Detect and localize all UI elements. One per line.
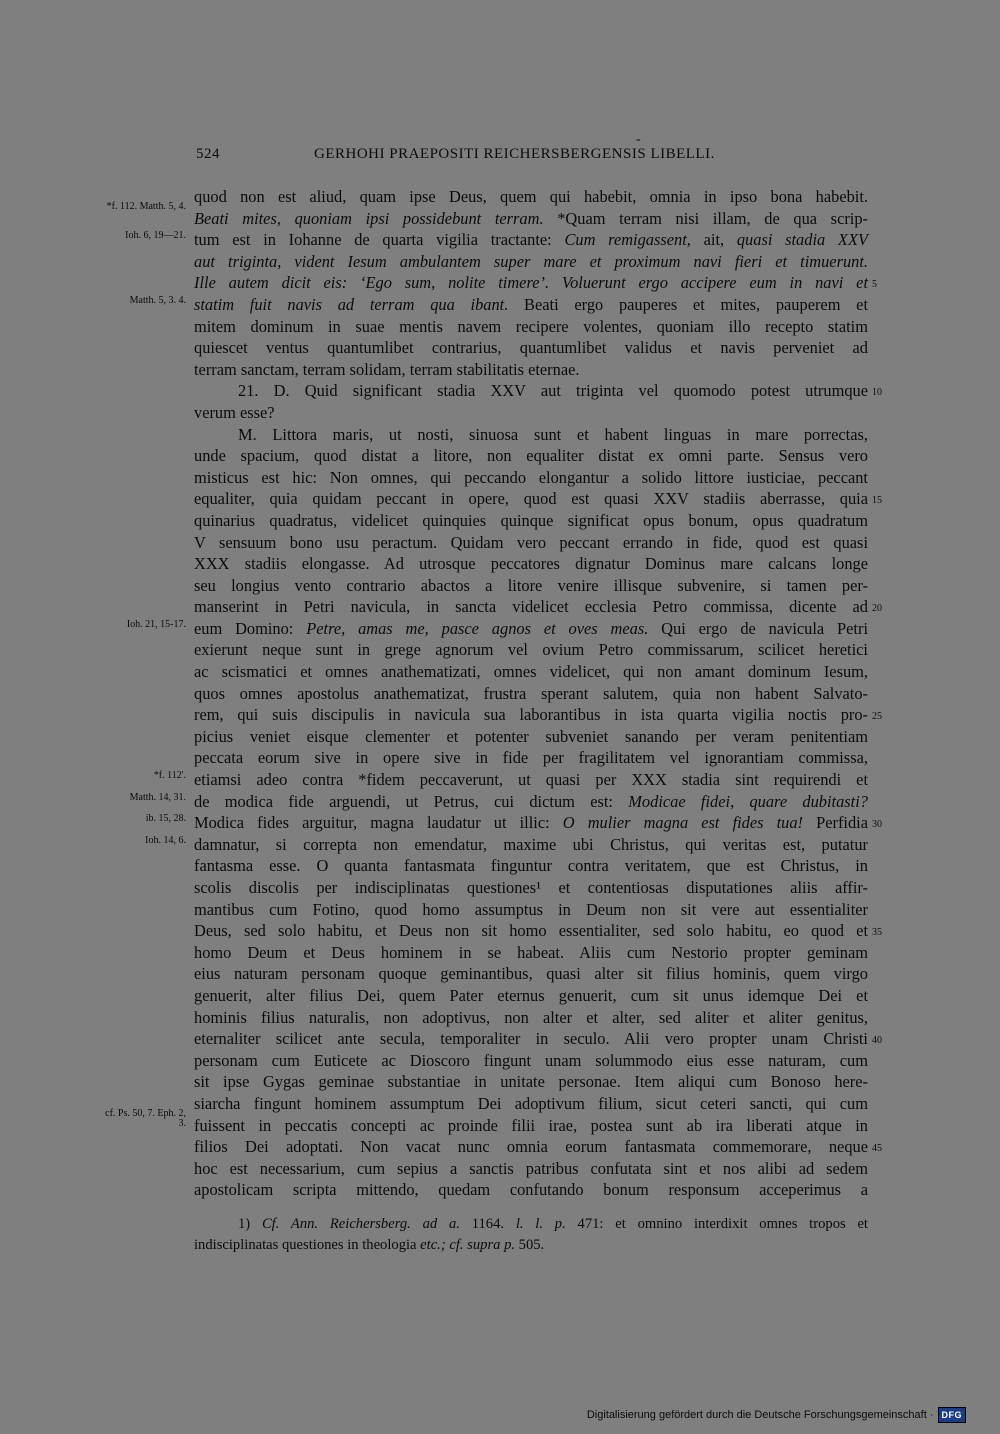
text-line xyxy=(194,963,868,985)
text-span: 21. D. Quid significant stadia XXV aut triginta vel quomodo potest utrumque xyxy=(238,381,868,401)
text-content xyxy=(194,467,868,489)
text-span: peccata eorum sive in opere sive in fide per fragilitatem vel ignorantiam commissa, xyxy=(194,748,868,768)
text-span: Beati ergo pauperes et mites, pauperem et xyxy=(508,294,869,314)
text-span: equaliter, quia quidam peccant in opere, quod est quasi XXV stadiis aberrasse, quia xyxy=(194,489,868,509)
text-content xyxy=(194,445,868,467)
text-content xyxy=(194,877,868,899)
italic-quote: Ille autem dicit eis: ‘Ego sum, nolite timere’. Voluerunt ergo accipere eum in navi et xyxy=(194,273,868,293)
italic-quote: Cf. Ann. Reichersberg. ad a. xyxy=(261,1216,460,1232)
text-line xyxy=(194,747,868,769)
text-line xyxy=(194,467,868,489)
text-span: quos omnes apostolus anathematizat, frustra sperant salutem, quia non habent Salvato- xyxy=(194,683,868,703)
text-span: Modica fides arguitur, magna laudatur ut illic: xyxy=(194,813,563,833)
italic-quote: Cum remigassent, xyxy=(564,230,691,250)
line-number: 40 xyxy=(872,1035,882,1047)
text-line xyxy=(194,532,868,554)
text-span: quod non est aliud, quam ipse Deus, quem qui habebit, omnia in ipso bona habebit. xyxy=(194,187,868,206)
text-span: quinarius quadratus, videlicet quinquies quinque significat opus bonum, opus quadratum xyxy=(194,510,868,530)
text-span: homo Deum et Deus hominem in se habeat. Aliis cum Nestorio propter geminam xyxy=(194,942,868,962)
text-line xyxy=(194,251,868,273)
text-line xyxy=(194,1179,868,1201)
text-content xyxy=(194,294,868,316)
italic-quote: Beati mites, quoniam ipsi possidebunt terram. xyxy=(194,208,544,228)
text-line xyxy=(105,1107,868,1137)
text-span: eius naturam personam quoque geminantibus, quasi alter sit filius hominis, quem virgo xyxy=(194,964,868,984)
text-content xyxy=(194,532,868,554)
text-span: Deus, sed solo habitu, et Deus non sit homo essentialiter, sed solo habitu, eo quod et xyxy=(194,921,868,941)
text-content xyxy=(194,661,868,683)
text-content xyxy=(194,639,868,661)
footnote-line xyxy=(194,1235,868,1256)
line-number: 45 xyxy=(872,1143,882,1155)
text-content xyxy=(194,380,868,402)
text-line xyxy=(194,186,868,208)
footnote xyxy=(194,1214,868,1256)
text-line xyxy=(194,575,868,597)
page-number: 524 xyxy=(196,146,220,162)
text-content xyxy=(194,683,868,705)
text-content xyxy=(194,229,868,251)
text-line xyxy=(194,510,868,532)
text-span: misticus est hic: Non omnes, qui peccando elongantur a solido littore iusticiae, peccant xyxy=(194,467,868,487)
line-number: 35 xyxy=(872,927,882,939)
text-span: tum est in Iohanne de quarta vigilia tractante: xyxy=(194,230,565,250)
text-span: M. Littora maris, ut nosti, sinuosa sunt et habent linguas in mare porrectas, xyxy=(238,424,868,444)
text-line xyxy=(194,553,868,575)
line-number: 5 xyxy=(872,279,877,291)
text-line xyxy=(194,683,868,705)
text-content xyxy=(194,208,868,230)
line-number: 10 xyxy=(872,387,882,399)
italic-quote: quasi stadia XXV xyxy=(736,230,868,250)
text-line xyxy=(145,812,882,834)
credit-text: Digitalisierung gefördert durch die Deutsche Forschungsgemeinschaft · xyxy=(586,1409,934,1421)
text-content xyxy=(194,834,868,856)
text-span: hominis filius naturalis, non adoptivus, non alter et alter, sed aliter et aliter genitus, xyxy=(194,1007,868,1027)
marginal-reference: Matth. 14, 31. xyxy=(129,791,186,803)
italic-quote: l. l. p. xyxy=(515,1216,566,1232)
text-line xyxy=(194,726,868,748)
text-content xyxy=(194,402,868,424)
text-content xyxy=(194,251,868,273)
text-content xyxy=(194,596,868,618)
text-content xyxy=(194,1050,868,1072)
text-content xyxy=(194,942,868,964)
text-span: scolis discolis per indisciplinatas questiones¹ et contentiosas disputationes aliis affir- xyxy=(194,878,868,897)
italic-quote: Modicae fidei, quare dubitasti? xyxy=(628,791,868,811)
text-span: fantasma esse. O quanta fantasmata finguntur contra veritatem, que est Christus, in xyxy=(194,856,868,876)
text-span: terram sanctam, terram solidam, terram stabilitatis eternae. xyxy=(194,359,580,379)
text-line xyxy=(194,488,882,510)
text-content xyxy=(194,791,868,813)
text-content xyxy=(194,1179,868,1201)
text-content xyxy=(194,1136,868,1158)
text-line xyxy=(194,1071,868,1093)
text-content xyxy=(194,812,868,834)
text-content xyxy=(194,1115,868,1137)
text-content xyxy=(194,963,868,985)
text-line xyxy=(194,704,882,726)
italic-quote: aut triginta, vident Iesum ambulantem super mare et proximum navi fieri et timuerunt. xyxy=(194,251,868,271)
text-span: unde spacium, quod distat a litore, non equaliter distat ex omni parte. Sensus vero xyxy=(194,446,868,466)
text-span: rem, qui suis discipulis in navicula sua laborantibus in ista quarta vigilia noctis pro- xyxy=(194,705,868,725)
text-line xyxy=(194,337,868,359)
text-span: damnatur, si correpta non emendatur, maxime ubi Christus, qui veritas est, putatur xyxy=(194,834,868,854)
text-content xyxy=(194,553,868,575)
text-span: ac scismatici et omnes anathematizati, omnes videlicet, qui non amant dominum Iesum, xyxy=(194,662,868,682)
italic-quote: statim fuit navis ad terram qua ibant. xyxy=(194,294,509,314)
text-content xyxy=(194,1093,868,1115)
marginal-reference: *f. 112. Matth. 5, 4. xyxy=(106,200,186,212)
text-content xyxy=(194,769,868,791)
text-span: seu longius vento contrario abactos a litore venire illisque subvenire, si tamen per- xyxy=(194,575,868,595)
text-line xyxy=(145,834,868,856)
header-mark: - xyxy=(636,132,642,147)
footnote-line xyxy=(194,1214,868,1235)
text-span: XXX stadiis elongasse. Ad utrosque peccatores dignatur Dominus mare calcans longe xyxy=(194,554,868,574)
text-span: 471: et omnino interdixit omnes tropos et xyxy=(565,1216,868,1232)
text-line xyxy=(125,229,868,251)
text-span: hoc est necessarium, cum sepius a sanctis patribus confutata sint et nos alibi ad sedem xyxy=(194,1158,868,1178)
marginal-reference: cf. Ps. 50, 7. Eph. 2, 3. xyxy=(105,1107,186,1129)
text-line xyxy=(194,1050,868,1072)
text-span: 1) xyxy=(238,1216,262,1232)
text-line xyxy=(194,316,868,338)
text-line xyxy=(106,200,869,230)
text-line xyxy=(194,424,868,446)
text-content xyxy=(194,337,868,359)
text-content xyxy=(194,920,868,942)
marginal-reference: Matth. 5, 3. 4. xyxy=(129,294,186,306)
text-span: etiamsi adeo contra *fidem peccaverunt, ut quasi per XXX stadia sint requirendi et xyxy=(194,770,868,790)
text-span: Perfidia xyxy=(803,813,869,833)
text-span: 1164. xyxy=(459,1216,516,1232)
text-line xyxy=(129,294,869,316)
text-line xyxy=(194,942,868,964)
text-span: ait, xyxy=(690,230,737,250)
text-span: sit ipse Gygas geminae substantiae in unitate personae. Item aliqui cum Bonoso here- xyxy=(194,1072,868,1092)
text-span: filios Dei adoptati. Non vacat nunc omnia eorum fantasmata commemorare, neque xyxy=(194,1137,868,1157)
footnote-content xyxy=(194,1235,868,1256)
text-line xyxy=(153,769,868,791)
text-span: fuissent in peccatis concepti ac proinde filii irae, postea sunt ab ira liberati atque in xyxy=(194,1115,868,1135)
text-span: picius veniet eisque clementer et potenter subveniet sanando per veram penitentiam xyxy=(194,726,868,746)
text-span: apostolicam scripta mittendo, quedam confutando bonum responsum acceperimus a xyxy=(194,1180,868,1200)
text-line xyxy=(194,445,868,467)
text-content xyxy=(194,424,868,446)
marginal-reference: Ioh. 21, 15-17. xyxy=(126,618,186,630)
text-content xyxy=(194,855,868,877)
text-content xyxy=(194,1071,868,1093)
page-header xyxy=(196,132,868,170)
text-line xyxy=(194,359,868,381)
text-content xyxy=(194,1007,868,1029)
text-span: genuerit, alter filius Dei, quem Pater eternus genuerit, cum sit unus idemque Dei et xyxy=(194,985,868,1005)
text-span: de modica fide arguendi, ut Petrus, cui dictum est: xyxy=(194,791,629,811)
text-content xyxy=(194,488,868,510)
running-head: GERHOHI PRAEPOSITI REICHERSBERGENSIS LIBELLI. xyxy=(314,146,715,162)
text-line xyxy=(194,985,868,1007)
main-text xyxy=(105,186,882,1201)
text-span: quiescet ventus quantumlibet contrarius, quantumlibet validus et navis perveniet ad xyxy=(194,338,868,358)
italic-quote: O mulier magna est fides tua! xyxy=(562,813,804,833)
text-line xyxy=(194,1093,868,1115)
text-line xyxy=(194,855,868,877)
digitization-credit xyxy=(587,1406,966,1424)
line-number: 20 xyxy=(872,603,882,615)
text-line xyxy=(194,877,868,899)
text-line xyxy=(194,402,868,424)
text-line xyxy=(194,639,868,661)
dfg-logo: DFG xyxy=(938,1407,967,1423)
footnote-content xyxy=(194,1214,868,1235)
italic-quote: Petre, amas me, pasce agnos et oves meas. xyxy=(306,618,649,638)
text-line xyxy=(194,920,882,942)
text-content xyxy=(194,899,868,921)
text-line xyxy=(194,1007,868,1029)
text-span: mitem dominum in suae mentis navem recipere volentes, quoniam illo recepto statim xyxy=(194,316,868,336)
text-line xyxy=(194,596,882,618)
marginal-reference: ib. 15, 28. xyxy=(145,813,186,825)
marginal-reference: Ioh. 14, 6. xyxy=(145,834,186,846)
text-line xyxy=(194,1136,882,1158)
text-span: exierunt neque sunt in grege agnorum vel ovium Petro commissarum, scilicet heretici xyxy=(194,640,868,660)
text-line xyxy=(194,1158,868,1180)
text-line xyxy=(194,272,877,294)
text-span: Qui ergo de navicula Petri xyxy=(648,618,868,638)
text-content xyxy=(194,316,868,338)
text-content xyxy=(194,726,868,748)
text-content xyxy=(194,186,868,208)
text-span: eum Domino: xyxy=(194,618,307,638)
text-content xyxy=(194,1158,868,1180)
text-span: indisciplinatas questiones in theologia xyxy=(194,1237,421,1253)
text-line xyxy=(194,661,868,683)
text-content xyxy=(194,1028,868,1050)
text-line xyxy=(194,1028,882,1050)
text-content xyxy=(194,985,868,1007)
marginal-reference: Ioh. 6, 19—21. xyxy=(125,230,186,242)
text-line xyxy=(194,899,868,921)
text-line xyxy=(126,618,868,640)
text-content xyxy=(194,272,868,294)
text-content xyxy=(194,747,868,769)
text-span: eternaliter scilicet ante secula, temporaliter in seculo. Alii vero propter unam Christi xyxy=(194,1029,868,1049)
text-span: siarcha fingunt hominem assumptum Dei adoptivum filium, sicut ceteri sancti, qui cum xyxy=(194,1093,868,1113)
text-span: 505. xyxy=(515,1237,545,1253)
text-span: personam cum Euticete ac Dioscoro fingunt unam solummodo eius esse naturam, cum xyxy=(194,1050,868,1070)
marginal-reference: *f. 112'. xyxy=(153,770,186,782)
text-span: manserint in Petri navicula, in sancta videlicet ecclesia Petro commissa, dicente ad xyxy=(194,597,868,617)
text-span: verum esse? xyxy=(194,402,275,422)
text-content xyxy=(194,359,868,381)
line-number: 25 xyxy=(872,711,882,723)
text-span: V sensuum bono usu peractum. Quidam vero peccant errando in fide, quod est quasi xyxy=(194,532,868,552)
text-line xyxy=(129,791,868,813)
text-content xyxy=(194,510,868,532)
line-number: 30 xyxy=(872,819,882,831)
text-span: *Quam terram nisi illam, de qua scrip- xyxy=(543,208,869,228)
text-content xyxy=(194,618,868,640)
text-content xyxy=(194,575,868,597)
italic-quote: etc.; cf. supra p. xyxy=(420,1237,516,1253)
line-number: 15 xyxy=(872,495,882,507)
text-content xyxy=(194,704,868,726)
text-line xyxy=(194,380,882,402)
text-span: mantibus cum Fotino, quod homo assumptus in Deum non sit vere aut essentialiter xyxy=(194,899,868,919)
